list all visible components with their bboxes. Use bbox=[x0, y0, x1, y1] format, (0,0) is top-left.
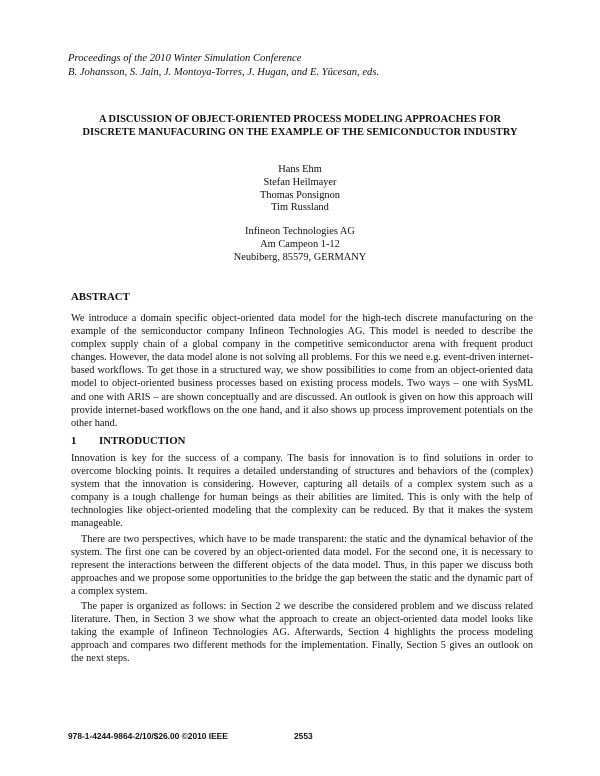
title-line-1: A DISCUSSION OF OBJECT-ORIENTED PROCESS MODELING APPROACHES FOR bbox=[99, 114, 501, 125]
title-line-2: DISCRETE MANUFACURING ON THE EXAMPLE OF THE SEMICONDUCTOR INDUSTRY bbox=[82, 127, 518, 139]
section-heading bbox=[71, 435, 185, 447]
section-number: 1 bbox=[71, 435, 77, 447]
affiliation-org: Infineon Technologies AG bbox=[245, 226, 355, 237]
abstract-text: We introduce a domain specific object-oriented data model for the high-tech discrete manufacturing on the example of the semiconductor company Infineon Technologies AG. This model is needed to describe the complex supply chain of a global company in the competitive semiconductor arena with frequent product changes. However, the data model alone is not solving all problems. For this we need e.g. event-driven internet-based workflows. To get those in a structured way, we show possibilities to come from an object-oriented data model to object-oriented business processes based on existing process models. Two ways – one with SysML and one with ARIS – are shown conceptually and are discussed. An outlook is given on how this approach will provide internet-based workflows on the one hand, and it also shows up process improvement potentials on the other hand. bbox=[71, 313, 533, 429]
editors-line: B. Johansson, S. Jain, J. Montoya-Torres, J. Hugan, and E. Yücesan, eds. bbox=[68, 66, 380, 78]
conference-header bbox=[68, 52, 379, 79]
abstract-heading: ABSTRACT bbox=[71, 291, 130, 303]
author: Thomas Ponsignon bbox=[260, 189, 340, 201]
page-number: 2553 bbox=[294, 731, 313, 741]
paragraph: The paper is organized as follows: in Section 2 we describe the considered problem and we discuss related literature. Then, in Section 3 we show what the approach to create an object-oriented data model looks like taking the example of Infineon Technologies AG. Afterwards, Section 4 highlights the process modeling approach and compares two different methods for the implementation. Finally, Section 5 gives an outlook on the next steps. bbox=[71, 601, 533, 665]
section-title: INTRODUCTION bbox=[99, 435, 186, 447]
conference-name: Proceedings of the 2010 Winter Simulation Conference bbox=[68, 53, 302, 64]
section-body bbox=[71, 452, 533, 666]
footer-isbn: 978-1-4244-9864-2/10/$26.00 ©2010 IEEE bbox=[68, 731, 228, 741]
affiliation-street: Am Campeon 1-12 bbox=[260, 238, 340, 250]
paragraph: There are two perspectives, which have to be made transparent: the static and the dynamical behavior of the system. The first one can be covered by an object-oriented data model. For the second one, it is necessary to represent the interactions between the different objects of the data model. Thus, in this paper we discuss both approaches and we propose some opportunities to the bridge the gap between the static and the dynamic part of a complex system. bbox=[71, 533, 533, 597]
author-list bbox=[0, 164, 600, 215]
paragraph: Innovation is key for the success of a company. The basis for innovation is to find solutions in order to overcome blocking points. It requires a detailed understanding of structures and behaviors of the (complex) system that the innovation is considering. However, capturing all details of a complex system such as a company is a tough challenge for human beings as their abilities are limited. This is only with the help of technologies like object-oriented modeling that the complexity can be reduced. By that it makes the system manageable. bbox=[71, 453, 533, 530]
author: Tim Russland bbox=[271, 202, 329, 214]
affiliation-city: Neubiberg, 85579, GERMANY bbox=[233, 251, 367, 263]
paper-title bbox=[40, 113, 560, 139]
affiliation bbox=[0, 226, 600, 264]
author: Hans Ehm bbox=[278, 164, 322, 175]
author: Stefan Heilmayer bbox=[263, 176, 337, 188]
